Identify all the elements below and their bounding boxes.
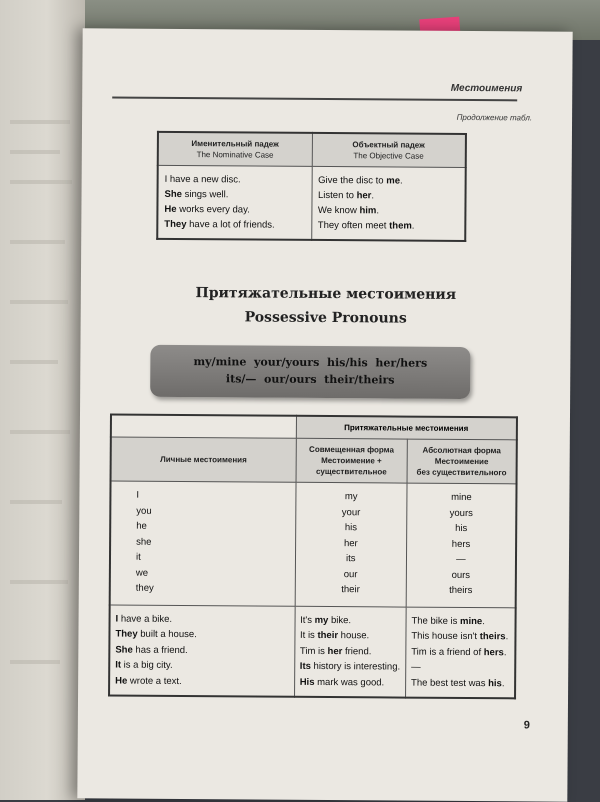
list-item: his <box>344 522 358 534</box>
list-item: — <box>456 553 466 565</box>
case-table <box>156 131 467 242</box>
list-item: Listen to her. <box>317 189 375 202</box>
nominative-header: Именительный падеж The Nominative Case <box>158 132 312 167</box>
pronoun-summary-line: its/— our/ours their/theirs <box>225 372 395 387</box>
list-item: Tim is a friend of hers. <box>411 646 507 658</box>
list-item: They built a house. <box>115 628 197 641</box>
list-item: This house isn't theirs. <box>411 630 509 643</box>
list-item: Give the disc to me. <box>318 174 403 187</box>
corner-cell <box>111 415 296 439</box>
list-item: his <box>455 522 468 534</box>
table-continuation-note: Продолжение табл. <box>456 112 533 123</box>
conjoint-form-column <box>295 482 407 606</box>
pronoun-summary-line: my/mine your/yours his/his her/hers <box>193 355 428 370</box>
nominative-examples <box>157 165 312 240</box>
list-item: I have a new disc. <box>164 173 241 186</box>
list-item: its <box>345 553 356 565</box>
col-header-absolute: Абсолютная форма Местоимение без существительного <box>407 439 517 484</box>
list-item: your <box>341 506 361 518</box>
list-item: our <box>343 568 358 580</box>
section-title-en: Possessive Pronouns <box>244 309 407 327</box>
list-item: He wrote a text. <box>115 675 182 687</box>
list-item: It is a big city. <box>115 659 173 671</box>
list-item: She sings well. <box>164 188 229 201</box>
list-item: it <box>135 551 141 563</box>
list-item: ours <box>451 569 471 581</box>
page-number: 9 <box>523 719 530 732</box>
list-item: — <box>411 661 421 673</box>
list-item: The bike is mine. <box>411 615 485 627</box>
list-item: she <box>136 536 152 548</box>
objective-examples <box>311 166 466 241</box>
possessive-table <box>108 413 518 699</box>
list-item: I have a bike. <box>115 613 173 625</box>
list-item: They often meet them. <box>317 219 415 232</box>
possessive-header: Притяжательные местоимения <box>296 416 517 440</box>
list-item: They have a lot of friends. <box>164 218 275 231</box>
list-item: yours <box>449 507 473 519</box>
list-item: we <box>135 567 149 579</box>
list-item: their <box>341 584 360 596</box>
list-item: She has a friend. <box>115 644 188 656</box>
list-item: they <box>135 582 154 594</box>
col-header-personal: Личные местоимения <box>111 437 296 482</box>
list-item: he <box>136 520 147 532</box>
list-item: It is their house. <box>300 629 370 642</box>
section-title-ru: Притяжательные местоимения <box>195 285 457 303</box>
list-item: her <box>343 537 358 549</box>
col-header-conjoint: Совмещенная форма Местоимение + существительное <box>296 438 408 483</box>
list-item: It's my bike. <box>300 614 352 626</box>
list-item: hers <box>451 538 471 550</box>
personal-examples <box>109 605 295 697</box>
list-item: The best test was his. <box>411 677 505 689</box>
list-item: He works every day. <box>164 203 250 216</box>
book-page <box>77 28 572 801</box>
list-item: Tim is her friend. <box>299 645 372 657</box>
absolute-form-column <box>406 483 516 607</box>
list-item: you <box>136 505 152 517</box>
list-item: Its history is interesting. <box>299 660 401 673</box>
absolute-examples <box>405 607 515 699</box>
objective-header: Объектный падеж The Objective Case <box>312 133 466 168</box>
list-item: mine <box>451 491 472 504</box>
pronoun-summary-box <box>150 345 470 399</box>
list-item: theirs <box>449 584 473 597</box>
running-header: Местоимения <box>450 82 523 95</box>
list-item: We know him. <box>317 204 380 217</box>
conjoint-examples <box>294 606 406 698</box>
personal-pronoun-column <box>110 481 296 606</box>
list-item: I <box>136 489 140 501</box>
list-item: His mark was good. <box>299 676 385 688</box>
list-item: my <box>344 491 358 503</box>
left-facing-page <box>0 0 85 800</box>
header-rule <box>112 97 517 102</box>
